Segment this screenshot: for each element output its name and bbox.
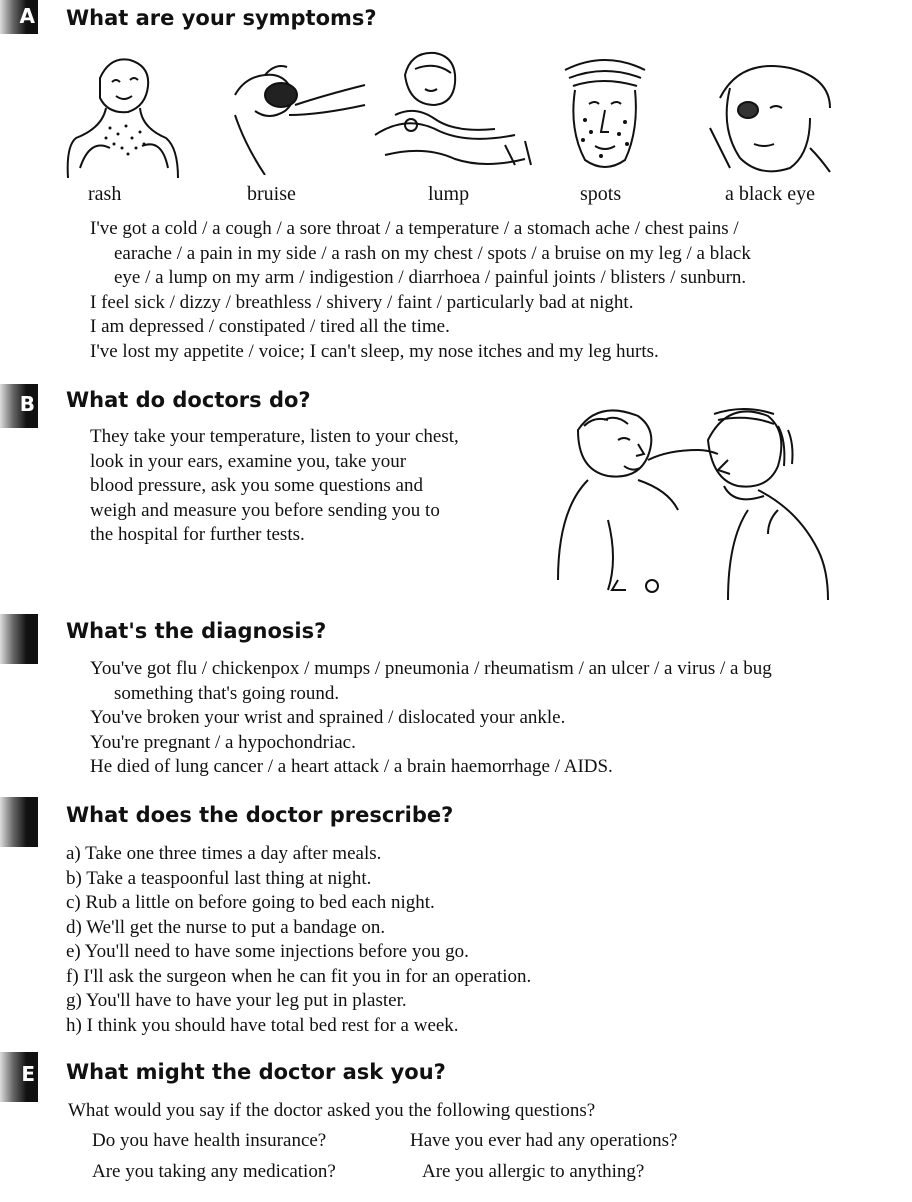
section-e-intro: What would you say if the doctor asked you the following questions? <box>68 1100 596 1121</box>
section-c-marker <box>0 614 38 664</box>
prescription-item: d) We'll get the nurse to put a bandage on. <box>66 916 386 938</box>
doctor-examining-patient-illustration <box>548 400 838 600</box>
question-row <box>422 1161 644 1183</box>
question-row <box>92 1161 336 1183</box>
question-row <box>410 1130 677 1152</box>
section-a-line: earache / a pain in my side / a rash on my chest / spots / a bruise on my leg / a black <box>114 242 751 264</box>
section-b-line: look in your ears, examine you, take your <box>90 450 407 472</box>
lump-illustration <box>365 45 545 175</box>
section-a-line: I've got a cold / a cough / a sore throat / a temperature / a stomach ache / chest pains / <box>90 218 739 239</box>
prescription-item: c) Rub a little on before going to bed each night. <box>66 892 435 913</box>
section-a-line: I am depressed / constipated / tired all the time. <box>90 316 450 337</box>
section-a-line: I've lost my appetite / voice; I can't sleep, my nose itches and my leg hurts. <box>90 340 659 362</box>
section-c-text <box>90 657 772 780</box>
question: Are you taking any medication? <box>92 1161 336 1182</box>
prescription-item: f) I'll ask the surgeon when he can fit you in for an operation. <box>66 965 532 987</box>
question: Do you have health insurance? <box>92 1130 327 1151</box>
section-a-heading: What are your symptoms? <box>66 6 377 30</box>
prescription-item: a) Take one three times a day after meals. <box>66 843 382 864</box>
question-row <box>92 1130 326 1152</box>
section-b-line: They take your temperature, listen to your chest, <box>90 426 459 447</box>
prescription-item: h) I think you should have total bed rest for a week. <box>66 1014 459 1036</box>
section-b-line: the hospital for further tests. <box>90 524 305 545</box>
section-b-line: blood pressure, ask you some questions and <box>90 475 423 496</box>
section-a-line: eye / a lump on my arm / indigestion / diarrhoea / painful joints / blisters / sunburn. <box>114 267 747 288</box>
section-b-heading: What do doctors do? <box>66 388 311 412</box>
section-a-line: I feel sick / dizzy / breathless / shivery / faint / particularly bad at night. <box>90 291 634 313</box>
caption-bruise: bruise <box>247 183 296 205</box>
caption-black-eye: a black eye <box>725 183 815 205</box>
section-a-letter: A <box>19 4 35 28</box>
section-d-marker <box>0 797 38 847</box>
section-b-line: weigh and measure you before sending you to <box>90 499 440 521</box>
section-e-heading: What might the doctor ask you? <box>66 1060 446 1084</box>
section-d-list <box>66 842 531 1038</box>
section-b-marker <box>0 384 38 428</box>
section-b-text <box>90 425 459 548</box>
prescription-item: e) You'll need to have some injections before you go. <box>66 941 469 962</box>
question: Have you ever had any operations? <box>410 1130 678 1151</box>
section-e-letter: E <box>21 1062 35 1086</box>
section-a-text <box>90 217 751 364</box>
prescription-item: b) Take a teaspoonful last thing at night. <box>66 867 372 889</box>
section-b-letter: B <box>19 392 35 416</box>
section-a-marker <box>0 0 38 34</box>
caption-rash: rash <box>88 183 122 205</box>
section-c-heading: What's the diagnosis? <box>66 619 327 643</box>
spots-illustration <box>555 50 655 178</box>
bruise-illustration <box>225 55 375 175</box>
caption-lump: lump <box>428 183 470 205</box>
black-eye-illustration <box>700 58 840 178</box>
question: Are you allergic to anything? <box>422 1161 645 1182</box>
section-e-marker <box>0 1052 38 1102</box>
prescription-item: g) You'll have to have your leg put in plaster. <box>66 990 407 1011</box>
section-c-line: You've broken your wrist and sprained / dislocated your ankle. <box>90 707 566 728</box>
section-c-line: You've got flu / chickenpox / mumps / pneumonia / rheumatism / an ulcer / a virus / a bug <box>90 658 772 679</box>
rash-illustration <box>60 48 190 180</box>
section-c-line: He died of lung cancer / a heart attack / a brain haemorrhage / AIDS. <box>90 756 613 777</box>
section-c-line: You're pregnant / a hypochondriac. <box>90 731 356 753</box>
section-d-heading: What does the doctor prescribe? <box>66 803 454 827</box>
caption-spots: spots <box>580 183 622 205</box>
section-c-line: something that's going round. <box>114 682 340 704</box>
